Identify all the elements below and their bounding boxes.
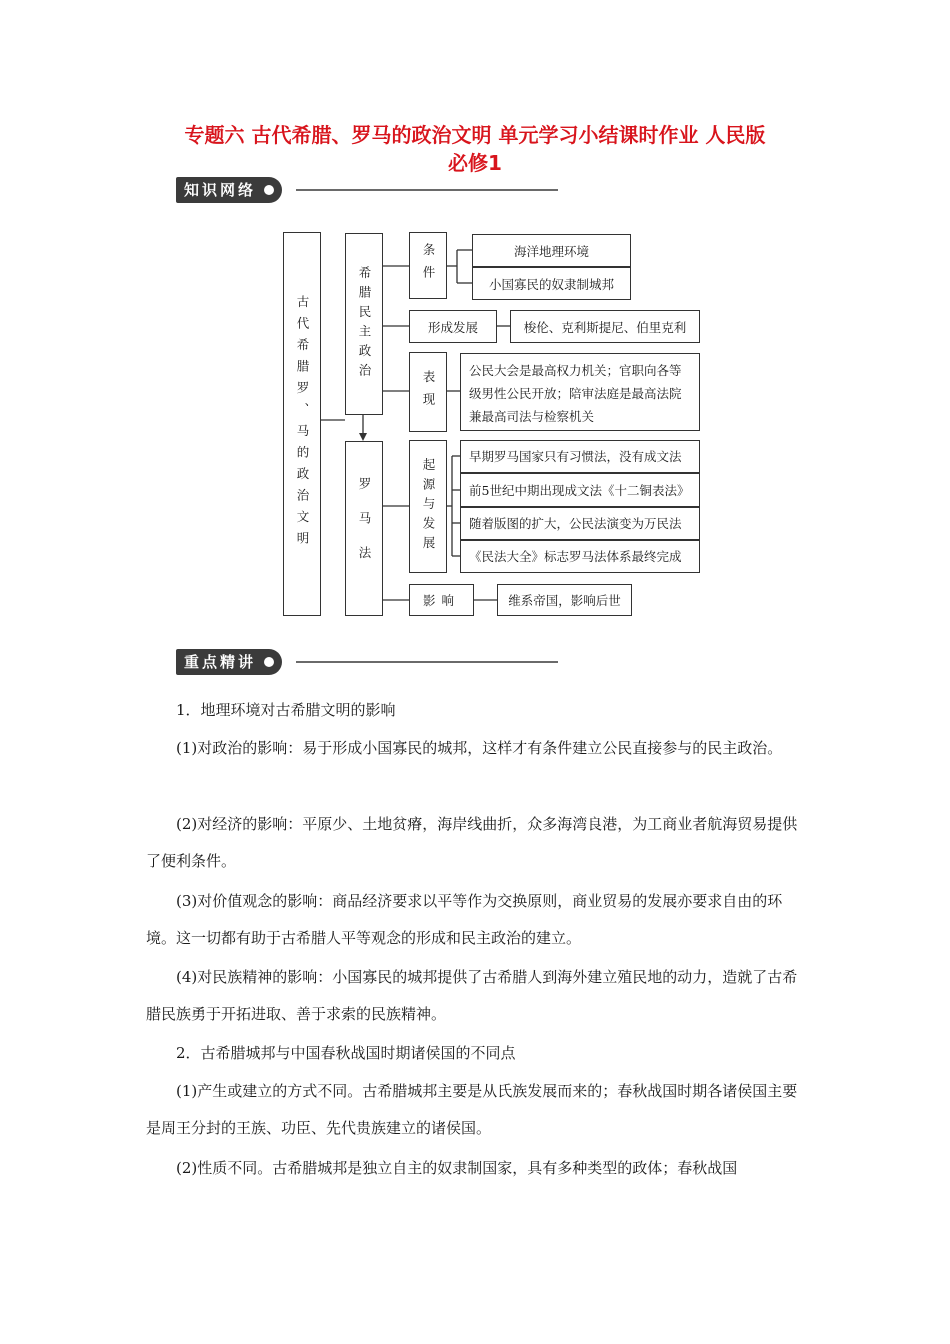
origin-item-box <box>460 440 700 473</box>
document-title <box>100 121 850 177</box>
section-tab <box>176 177 282 203</box>
body-paragraph: (2)对经济的影响：平原少、土地贫瘠，海岸线曲折，众多海湾良港，为工商业者航海贸易提供了便利条件。 <box>146 815 798 870</box>
manifestation-label: 表现 <box>421 369 436 415</box>
diagram-root-box <box>283 232 321 616</box>
body-paragraph: (4)对民族精神的影响：小国寡民的城邦提供了古希腊人到海外建立殖民地的动力，造就了古希腊民族勇于开拓进取、善于求索的民族精神。 <box>146 968 798 1023</box>
roman-law-box <box>345 441 383 616</box>
conditions-box <box>409 232 447 299</box>
impact-item-box <box>497 584 632 616</box>
formation-item: 梭伦、克利斯提尼、伯里克利 <box>523 319 687 335</box>
section-header-knowledge-network <box>176 177 558 205</box>
origin-label: 起源与发展 <box>421 457 436 556</box>
condition-item-box <box>472 267 631 300</box>
condition-item-1: 海洋地理环境 <box>513 243 589 259</box>
impact-item: 维系帝国，影响后世 <box>508 593 621 608</box>
origin-item-box <box>460 473 700 507</box>
origin-item-3: 随着版图的扩大，公民法演变为万民法 <box>469 516 682 531</box>
greek-democracy-label: 希腊民主政治 <box>357 265 372 383</box>
conditions-label: 条件 <box>421 243 436 288</box>
impact-box <box>409 584 474 616</box>
origin-item-4: 《民法大全》标志罗马法体系最终完成 <box>469 549 682 564</box>
formation-item-box <box>510 310 700 343</box>
body-paragraph: 1．地理环境对古希腊文明的影响 <box>176 701 396 719</box>
origin-item-box <box>460 540 700 573</box>
condition-item-2: 小国寡民的奴隶制城邦 <box>488 276 614 292</box>
origin-box <box>409 440 447 573</box>
section-header-key-points <box>176 649 558 677</box>
section-tab <box>176 649 282 675</box>
bullet-dot-icon <box>264 185 274 195</box>
title-line-2: 必修1 <box>448 151 502 175</box>
origin-item-2: 前5世纪中期出现成文法《十二铜表法》 <box>469 482 690 498</box>
greek-democracy-box <box>345 233 383 415</box>
body-paragraph: (3)对价值观念的影响：商品经济要求以平等作为交换原则，商业贸易的发展亦要求自由的环境。这一切都有助于古希腊人平等观念的形成和民主政治的建立。 <box>146 892 783 947</box>
section-title: 重点精讲 <box>184 653 257 671</box>
origin-item-box <box>460 507 700 540</box>
bullet-dot-icon <box>264 657 274 667</box>
origin-item-1: 早期罗马国家只有习惯法，没有成文法 <box>469 449 682 464</box>
manifestation-line-1: 公民大会是最高权力机关；官职向各等 <box>469 363 682 378</box>
manifestation-line-2: 级男性公民开放；陪审法庭是最高法院 <box>469 386 682 401</box>
roman-law-label: 罗马法 <box>357 476 372 581</box>
header-rule <box>296 189 558 191</box>
title-line-1: 专题六 古代希腊、罗马的政治文明 单元学习小结课时作业 人民版 <box>184 123 766 147</box>
formation-label: 形成发展 <box>427 319 478 335</box>
body-paragraph: 2．古希腊城邦与中国春秋战国时期诸侯国的不同点 <box>176 1044 516 1062</box>
diagram-root-label: 古代希腊罗、马的政治文明 <box>295 295 310 553</box>
manifestation-box <box>409 352 447 432</box>
arrow-down-icon <box>359 433 367 441</box>
body-paragraph: (1)对政治的影响：易于形成小国寡民的城邦，这样才有条件建立公民直接参与的民主政治。 <box>176 739 783 757</box>
body-paragraph: (2)性质不同。古希腊城邦是独立自主的奴隶制国家，具有多种类型的政体；春秋战国 <box>176 1159 738 1177</box>
body-paragraph: (1)产生或建立的方式不同。古希腊城邦主要是从氏族发展而来的；春秋战国时期各诸侯国主要是周王分封的王族、功臣、先代贵族建立的诸侯国。 <box>146 1082 798 1137</box>
condition-item-box <box>472 234 631 267</box>
formation-box <box>409 310 497 343</box>
impact-label: 影响 <box>422 593 460 608</box>
manifestation-text-box <box>460 353 700 431</box>
manifestation-line-3: 兼最高司法与检察机关 <box>469 409 595 424</box>
section-title: 知识网络 <box>184 181 257 199</box>
header-rule <box>296 661 558 663</box>
